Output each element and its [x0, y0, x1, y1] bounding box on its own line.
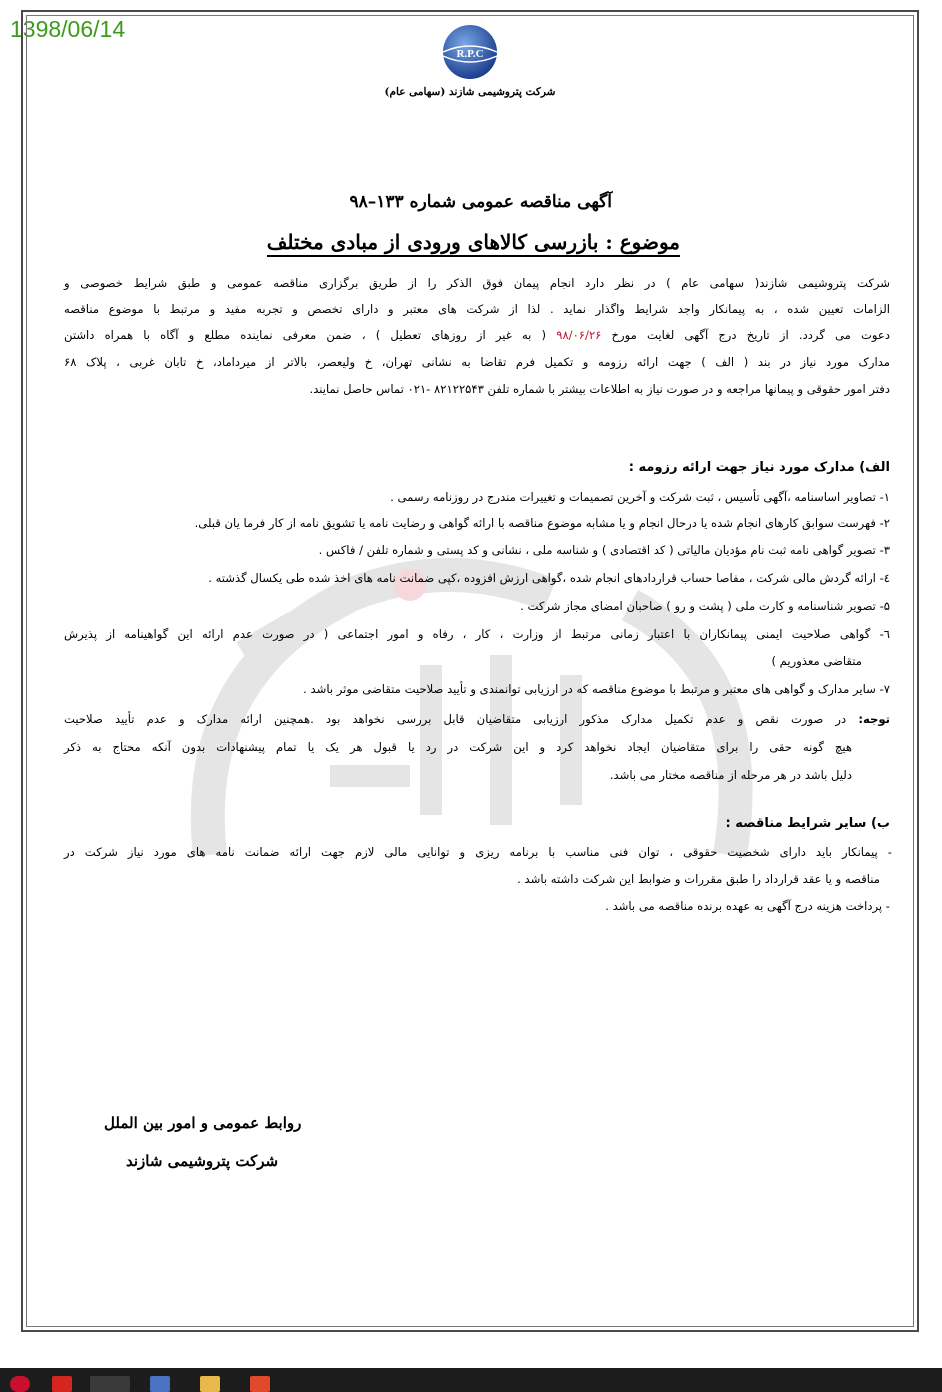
section-a-item-4: ٤- ارائه گردش مالی شرکت ، مفاصا حساب قراردادهای انجام شده ،گواهی ارزش افزوده ،کپی ضمانت نامه های اخذ شده طی یکسال گذشته .	[208, 571, 890, 585]
company-caption: شرکت پتروشیمی شازند (سهامی عام)	[384, 86, 556, 98]
folder-icon[interactable]	[200, 1376, 220, 1392]
section-a-item-6-line-2: متقاضی معذوریم )	[771, 654, 862, 668]
browser-icon[interactable]	[150, 1376, 170, 1392]
intro-line-3-after: ( به غیر از روزهای تعطیل ) ، ضمن معرفی نماینده مطلع و آگاه با همراه داشتن	[64, 328, 557, 342]
note-label: توجه:	[858, 712, 890, 726]
section-a-note-line-1	[64, 712, 890, 726]
deadline-date: ۹۸/۰۶/۲۶	[556, 328, 602, 342]
intro-line-2: الزامات تعیین شده ، به پیمانکار واجد شرایط واگذار نماید . لذا از شرکت های معتبر و دارای تخصص و تجربه مفید و مرتبط با موضوع مناقصه	[64, 302, 890, 316]
app-icon[interactable]	[250, 1376, 270, 1392]
section-a-heading: الف) مدارک مورد نیاز جهت ارائه رزومه :	[628, 460, 890, 475]
section-a-item-7: ۷- سایر مدارک و گواهی های معتبر و مرتبط با موضوع مناقصه که در ارزیابی توانمندی و تأیید صلاحیت متقاضی موثر باشد .	[303, 682, 890, 696]
logo-text: R.P.C	[456, 48, 484, 60]
section-b-item-2: - پرداخت هزینه درج آگهی به عهده برنده مناقصه می باشد .	[605, 899, 890, 913]
intro-line-1: شرکت پتروشیمی شازند( سهامی عام ) در نظر دارد انجام پیمان فوق الذکر را از طریق برگزاری مناقصه عمومی و طبق شرایط خصوصی و	[64, 276, 890, 290]
section-a-note-line-3: دلیل باشد در هر مرحله از مناقصه مختار می باشد.	[609, 768, 852, 782]
tender-title: آگهی مناقصه عمومی شماره ۱۳۳–۹۸	[349, 192, 612, 212]
company-logo	[380, 22, 560, 112]
section-a-item-5: ۵- تصویر شناسنامه و کارت ملی ( پشت و رو ) صاحبان امضای مجاز شرکت .	[520, 599, 890, 613]
date-stamp: 1398/06/14	[10, 16, 126, 42]
section-b-item-1-line-2: مناقصه و یا عقد قرارداد را طبق مقررات و ضوابط این شرکت داشته باشد .	[517, 872, 880, 886]
pdf-app-icon[interactable]	[52, 1376, 72, 1392]
section-a-note-line-2: هیچ گونه حقی را برای متقاضیان ایجاد نخواهد کرد و این شرکت در رد یا قبول هر یک یا تمام پیشنهادات بدون آنکه محتاج به ذکر	[64, 740, 852, 754]
intro-line-4: مدارک مورد نیاز در بند ( الف ) جهت ارائه رزومه و تکمیل فرم تقاضا به نشانی تهران، خ ولیعصر، بالاتر از میرداماد، خ تابان غربی ، پلاک ۶۸	[64, 355, 890, 369]
section-a-item-6-line-1: ٦- گواهی صلاحیت ایمنی پیمانکاران با اعتبار زمانی مرتبط از وزارت ، کار ، رفاه و امور اجتماعی ( در صورت عدم ارائه این گواهینامه از پذیرش	[64, 627, 890, 641]
section-a-item-1: ۱- تصاویر اساسنامه ،آگهی تأسیس ، ثبت شرکت و آخرین تصمیمات و تغییرات مندرج در روزنامه رسمی .	[390, 490, 890, 504]
section-b-heading: ب) سایر شرایط مناقصه :	[725, 816, 890, 831]
section-a-item-2: ۲- فهرست سوابق کارهای انجام شده یا درحال انجام و یا مشابه موضوع مناقصه با ارائه گواهی و رضایت نامه یا تشویق نامه از کار فرما یان قبلی.	[194, 516, 890, 530]
signature-company: شرکت پتروشیمی شازند	[126, 1152, 279, 1170]
active-window-icon[interactable]	[90, 1376, 130, 1392]
intro-line-3-before: دعوت می گردد. از تاریخ درج آگهی لغایت مورخ	[601, 328, 890, 342]
tender-subject: موضوع : بازرسی کالاهای ورودی از مبادی مختلف	[267, 230, 680, 257]
logo-globe-icon	[438, 22, 502, 86]
start-icon[interactable]	[10, 1376, 30, 1392]
intro-line-3	[64, 328, 890, 342]
signature-department: روابط عمومی و امور بین الملل	[104, 1114, 302, 1132]
section-b-item-1-line-1: - پیمانکار باید دارای شخصیت حقوقی ، توان فنی مناسب با برنامه ریزی و توانایی مالی لازم جهت ارائه ضمانت نامه های مورد نیاز شرکت در	[64, 845, 892, 859]
note-text-1: در صورت نقص و عدم تکمیل مدارک مذکور ارزیابی متقاضیان قابل بررسی نخواهد بود .همچنین ارائه مدارک و عدم تأیید صلاحیت	[64, 712, 859, 726]
section-a-item-3: ۳- تصویر گواهی نامه ثبت نام مؤدیان مالیاتی ( کد اقتصادی ) و شناسه ملی ، نشانی و کد پستی و شماره تلفن / فاکس .	[318, 543, 890, 557]
taskbar	[0, 1368, 942, 1392]
intro-line-5: دفتر امور حقوقی و پیمانها مراجعه و در صورت نیاز به اطلاعات بیشتر با شماره تلفن ۸۲۱۲۲۵۴۳ -۰۲۱ تماس حاصل نمایند.	[309, 382, 890, 396]
